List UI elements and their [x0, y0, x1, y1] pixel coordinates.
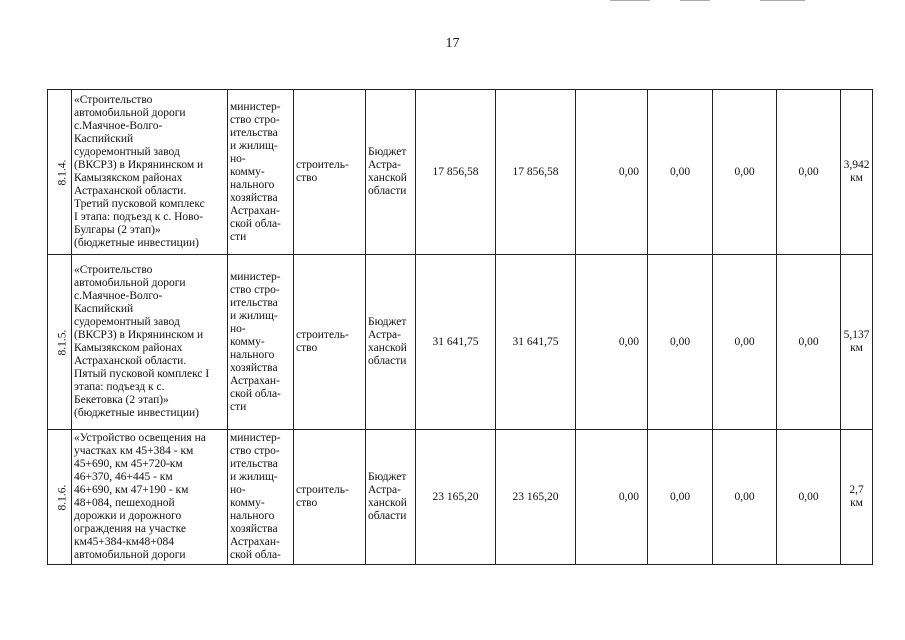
name-line: «Строительство: [74, 264, 153, 276]
amount-col-5: 0,00: [713, 90, 777, 255]
amount-col-3: 0,00: [576, 90, 648, 255]
top-edge-mark: [760, 0, 805, 1]
ministry-line: комму-: [230, 497, 265, 509]
year-amount: 23 165,20: [496, 430, 576, 565]
name-line: участках км 45+384 - км: [74, 445, 194, 457]
name-line: судоремонтный завод: [74, 146, 180, 158]
name-line: Астраханской области.: [74, 355, 187, 367]
name-line: Камызякском районах: [74, 172, 183, 184]
ministry-line: но-: [230, 484, 246, 496]
name-line: Каспийский: [74, 303, 134, 315]
road-length: 2,7 км: [841, 430, 873, 565]
ministry-line: нального: [230, 510, 275, 522]
ministry-line: Астрахан-: [230, 204, 280, 217]
ministry-line: Астрахан-: [230, 374, 280, 387]
ministry-line: и жилищ-: [230, 471, 278, 483]
ministry-line: нального: [230, 178, 275, 191]
ministry-line: ской обла-: [230, 549, 281, 561]
row-number-text: 8.1.5.: [56, 329, 69, 355]
activity-line: ство: [296, 342, 318, 354]
ministry-line: ство стро-: [230, 283, 280, 296]
ministry-line: ской обла-: [230, 387, 281, 400]
source-line: Бюджет: [368, 471, 407, 483]
amount-col-5: 0,00: [713, 430, 777, 565]
road-length: 3,942 км: [841, 90, 873, 255]
row-number-text: 8.1.4.: [56, 159, 69, 185]
source-line: Астра-: [368, 159, 401, 171]
source-line: области: [368, 185, 407, 197]
name-line: этапа: подъезд к с.: [74, 381, 165, 393]
activity-type: [294, 255, 366, 430]
name-line: судоремонтный завод: [74, 316, 180, 328]
name-line: Пятый пусковой комплекс I: [74, 368, 210, 380]
source-line: Астра-: [368, 329, 401, 341]
name-line: Третий пусковой комплекс: [74, 198, 205, 210]
total-amount: 17 856,58: [416, 90, 496, 255]
amount-col-4: 0,00: [648, 90, 713, 255]
name-line: Камызякском районах: [74, 342, 183, 354]
object-name: [72, 430, 228, 565]
ministry-line: ской обла-: [230, 217, 281, 230]
source-line: ханской: [368, 172, 407, 184]
name-line: автомобильной дороги: [74, 107, 186, 119]
name-line: (бюджетные инвестиции): [74, 407, 199, 419]
source-line: ханской: [368, 497, 407, 509]
year-amount: 31 641,75: [496, 255, 576, 430]
ministry-line: ительства: [230, 296, 278, 309]
object-name: [72, 90, 228, 255]
year-amount: 17 856,58: [496, 90, 576, 255]
name-line: (ВКСРЗ) в Икрянинском и: [74, 159, 204, 171]
ministry-line: ство стро-: [230, 445, 280, 457]
name-line: Булгары (2 этап)»: [74, 224, 161, 236]
name-line: (ВКСРЗ) в Икрянинском и: [74, 329, 204, 341]
name-line: (бюджетные инвестиции): [74, 237, 199, 249]
ministry-line: ство стро-: [230, 113, 280, 126]
amount-col-4: 0,00: [648, 255, 713, 430]
amount-col-6: 0,00: [777, 90, 841, 255]
ministry-line: сти: [230, 400, 247, 413]
total-amount: 31 641,75: [416, 255, 496, 430]
source-line: области: [368, 510, 407, 522]
amount-col-6: 0,00: [777, 255, 841, 430]
name-line: 46+370, 46+445 - км: [74, 471, 173, 483]
name-line: автомобильной дороги: [74, 549, 186, 561]
activity-line: строитель-: [296, 484, 349, 496]
ministry-line: комму-: [230, 335, 265, 348]
ministry-line: министер-: [230, 270, 281, 283]
table-row: [48, 90, 873, 255]
responsible-ministry: [228, 90, 294, 255]
name-line: I этапа: подъезд к с. Ново-: [74, 211, 204, 223]
amount-col-4: 0,00: [648, 430, 713, 565]
ministry-line: но-: [230, 152, 246, 165]
activity-type: [294, 430, 366, 565]
ministry-line: хозяйства: [230, 191, 278, 204]
object-name: [72, 255, 228, 430]
road-length: 5,137 км: [841, 255, 873, 430]
name-line: с.Маячное-Волго-: [74, 120, 163, 132]
source-line: Бюджет: [368, 146, 407, 158]
name-line: «Устройство освещения на: [74, 432, 206, 444]
ministry-line: ительства: [230, 126, 278, 139]
ministry-line: министер-: [230, 100, 281, 113]
amount-col-6: 0,00: [777, 430, 841, 565]
activity-line: ство: [296, 172, 318, 184]
ministry-line: ительства: [230, 458, 278, 470]
ministry-line: но-: [230, 322, 246, 335]
total-amount: 23 165,20: [416, 430, 496, 565]
table-row: [48, 255, 873, 430]
ministry-line: хозяйства: [230, 361, 278, 374]
responsible-ministry: [228, 255, 294, 430]
name-line: автомобильной дороги: [74, 277, 186, 289]
name-line: 48+084, пешеходной: [74, 497, 175, 509]
budget-table: [47, 89, 873, 565]
table-row: [48, 430, 873, 565]
funding-source: [366, 430, 416, 565]
activity-type: [294, 90, 366, 255]
name-line: Астраханской области.: [74, 185, 187, 197]
activity-line: строитель-: [296, 159, 349, 171]
responsible-ministry: [228, 430, 294, 565]
row-number: [48, 255, 72, 430]
page-number: 17: [445, 36, 460, 51]
activity-line: строитель-: [296, 329, 349, 341]
ministry-line: министер-: [230, 432, 281, 444]
name-line: Каспийский: [74, 133, 134, 145]
row-number: [48, 430, 72, 565]
funding-source: [366, 255, 416, 430]
name-line: дорожки и дорожного: [74, 510, 182, 522]
funding-source: [366, 90, 416, 255]
row-number: [48, 90, 72, 255]
ministry-line: комму-: [230, 165, 265, 178]
activity-line: ство: [296, 497, 318, 509]
name-line: ограждения на участке: [74, 523, 187, 535]
ministry-line: Астрахан-: [230, 536, 280, 548]
ministry-line: нального: [230, 348, 275, 361]
top-edge-mark: [610, 0, 650, 1]
amount-col-3: 0,00: [576, 430, 648, 565]
ministry-line: и жилищ-: [230, 139, 278, 152]
ministry-line: хозяйства: [230, 523, 278, 535]
ministry-line: и жилищ-: [230, 309, 278, 322]
source-line: Бюджет: [368, 316, 407, 328]
source-line: области: [368, 355, 407, 367]
source-line: ханской: [368, 342, 407, 354]
row-number-text: 8.1.6.: [56, 484, 69, 510]
top-edge-mark: [680, 0, 710, 1]
name-line: Бекетовка (2 этап)»: [74, 394, 169, 406]
amount-col-3: 0,00: [576, 255, 648, 430]
amount-col-5: 0,00: [713, 255, 777, 430]
name-line: км45+384-км48+084: [74, 536, 175, 548]
name-line: «Строительство: [74, 94, 153, 106]
name-line: с.Маячное-Волго-: [74, 290, 163, 302]
name-line: 46+690, км 47+190 - км: [74, 484, 189, 496]
name-line: 45+690, км 45+720-км: [74, 458, 183, 470]
ministry-line: сти: [230, 230, 247, 243]
source-line: Астра-: [368, 484, 401, 496]
